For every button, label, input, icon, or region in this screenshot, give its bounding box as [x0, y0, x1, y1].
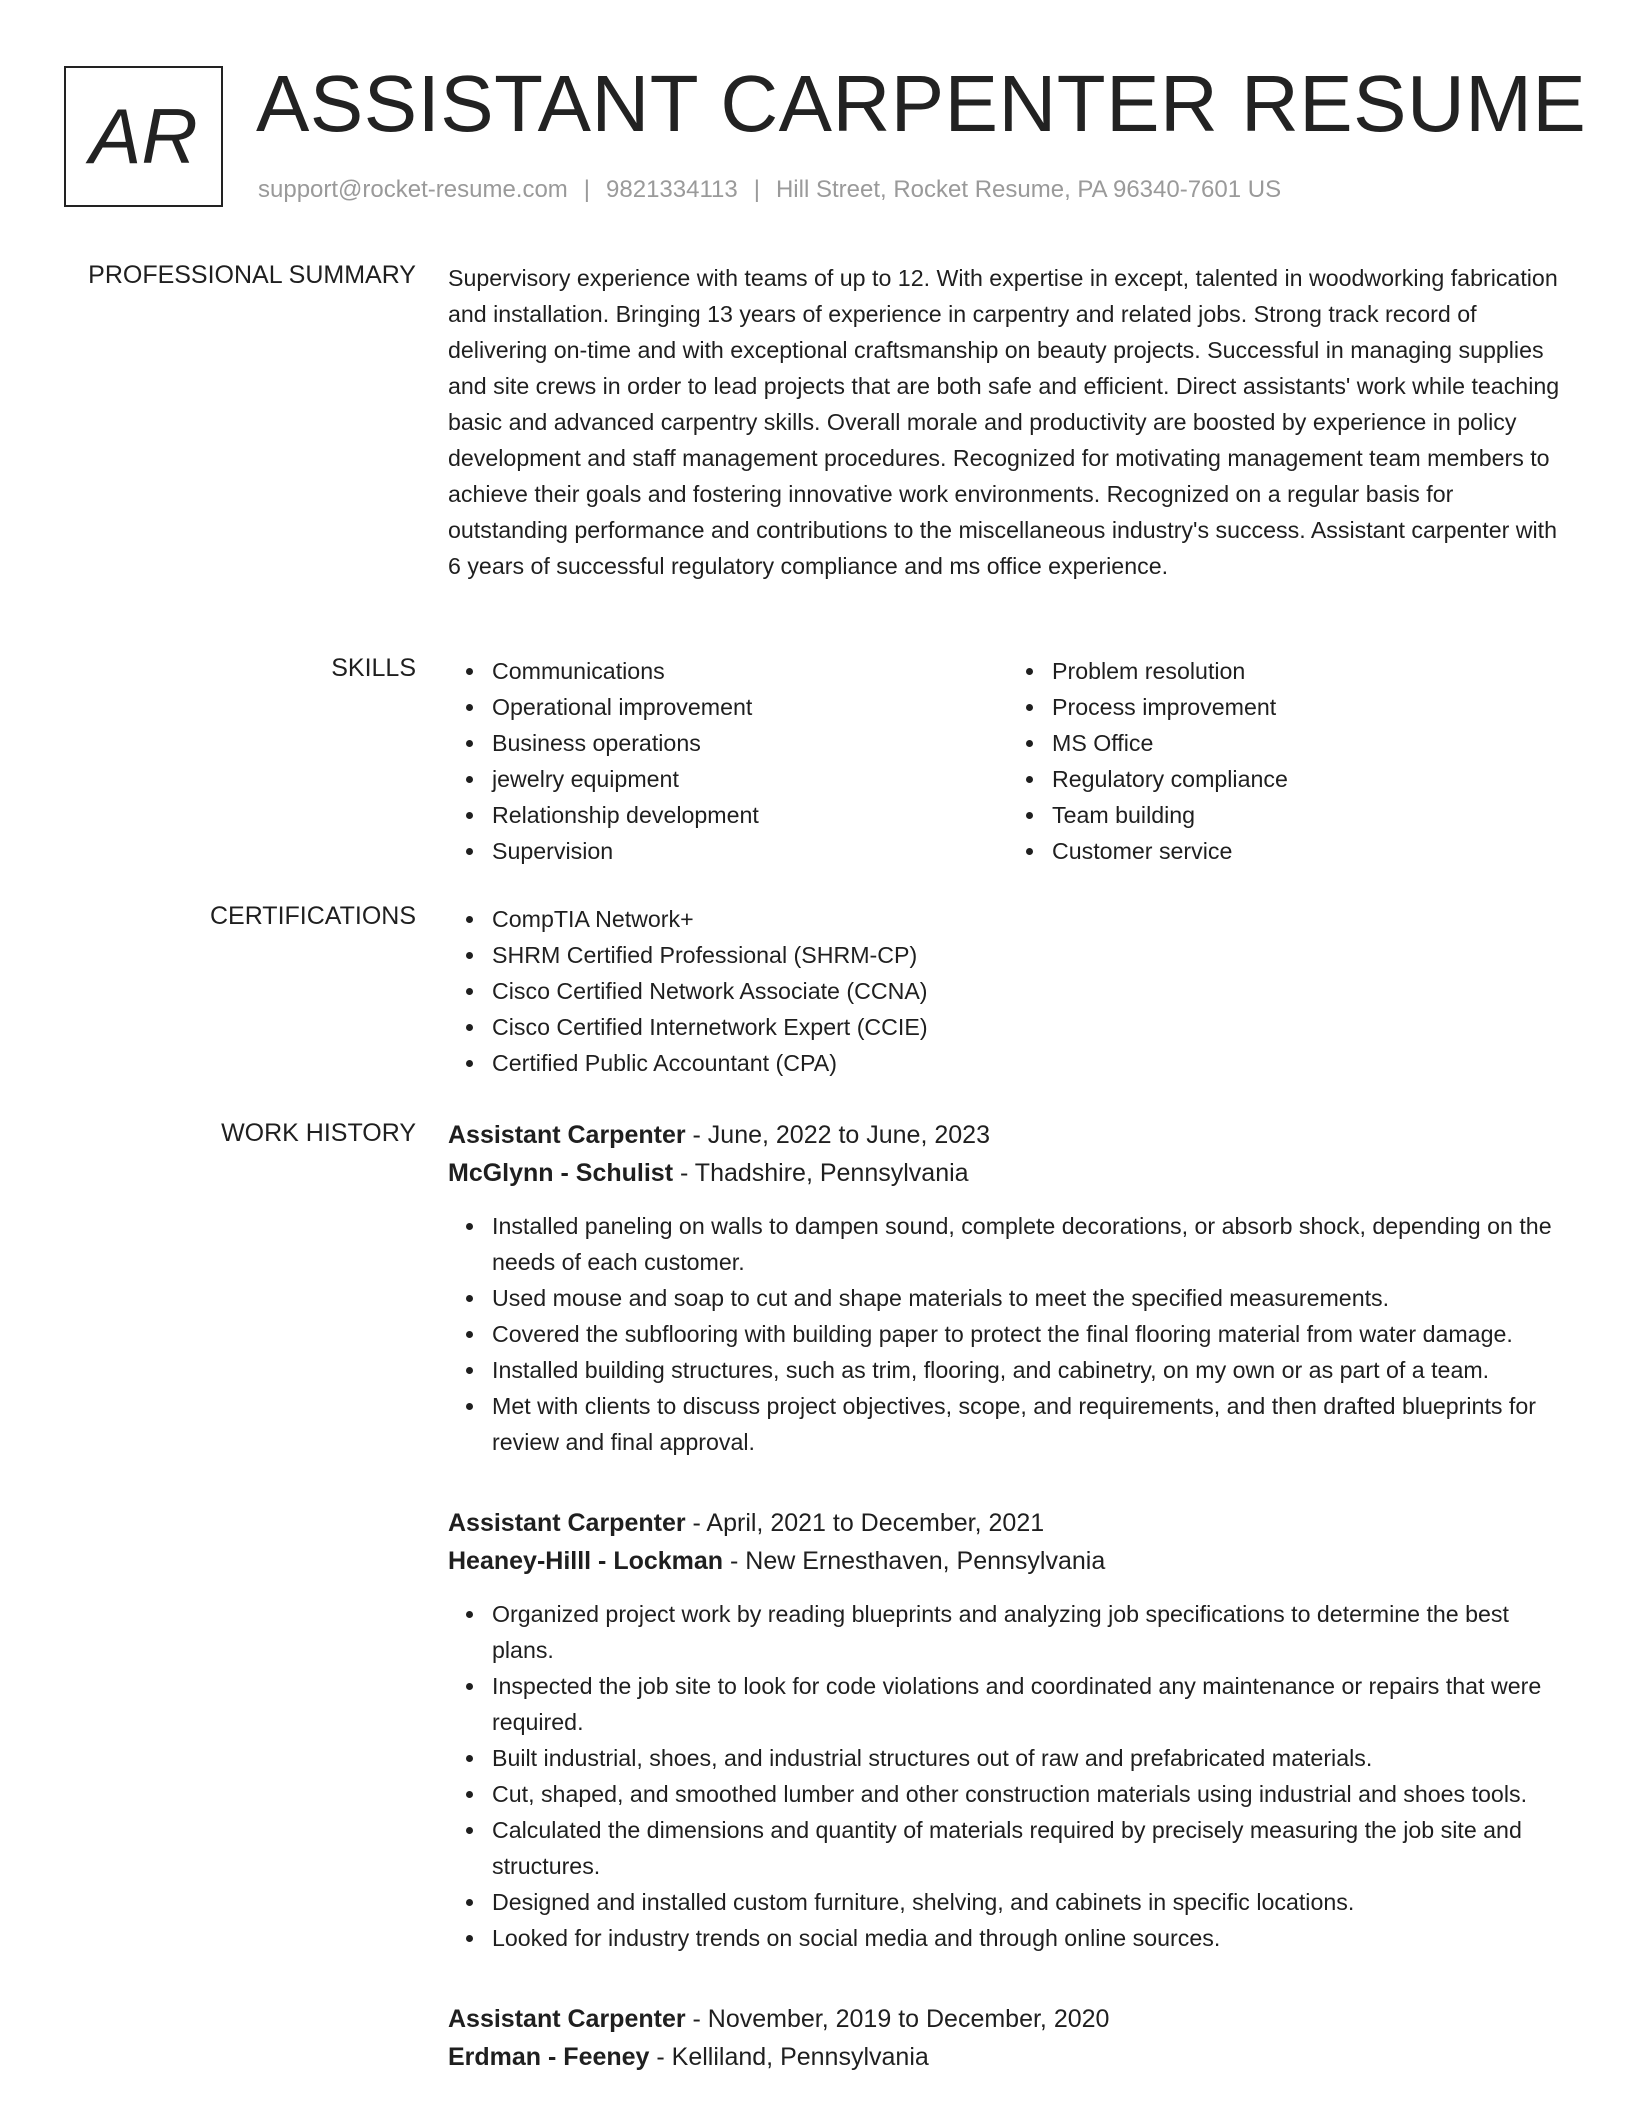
job-bullet: Organized project work by reading blueprints and analyzing job specifications to determine the best plans. [492, 1596, 1568, 1668]
summary-text: Supervisory experience with teams of up to 12. With expertise in except, talented in woodworking fabrication and installation. Bringing 13 years of experience in carpentry and related jobs. Strong track record of delivering on-time and with exceptional craftsmanship on beauty projects. Successful in managing supplies and site crews in order to lead projects that are both safe and efficient. Direct assistants' work while teaching basic and advanced carpentry skills. Overall morale and productivity are boosted by experience in policy development and staff management procedures. Recognized for motivating management team members to achieve their goals and fostering innovative work environments. Recognized on a regular basis for outstanding performance and contributions to the miscellaneous industry's success. Assistant carpenter with 6 years of successful regulatory compliance and ms office experience. [448, 265, 1560, 579]
skill-item: Process improvement [1052, 689, 1568, 725]
job-bullet: Installed paneling on walls to dampen sound, complete decorations, or absorb shock, depending on the needs of each customer. [492, 1208, 1568, 1280]
work-history-label: WORK HISTORY [221, 1119, 416, 1147]
job-title: Assistant Carpenter [448, 1121, 686, 1149]
resume-title: ASSISTANT CARPENTER RESUME [256, 59, 1587, 148]
contact-separator: | [753, 176, 760, 203]
job-title: Assistant Carpenter [448, 1509, 686, 1537]
job-bullet: Covered the subflooring with building paper to protect the final flooring material from water damage. [492, 1316, 1568, 1352]
certifications-body [448, 901, 1568, 1081]
skill-item: Team building [1052, 797, 1568, 833]
skill-item: Communications [492, 653, 1008, 689]
job-title-line [448, 2000, 1568, 2038]
job-dates: - April, 2021 to December, 2021 [685, 1509, 1045, 1537]
job-company: McGlynn - Schulist [448, 1159, 674, 1187]
job-bullet: Inspected the job site to look for code violations and coordinated any maintenance or repairs that were required. [492, 1668, 1568, 1740]
skills-label: SKILLS [331, 654, 416, 682]
skills-list-left [448, 653, 1008, 869]
job-company: Erdman - Feeney [448, 2043, 650, 2071]
job-bullet: Designed and installed custom furniture, shelving, and cabinets in specific locations. [492, 1884, 1568, 1920]
certification-item: SHRM Certified Professional (SHRM-CP) [492, 937, 1568, 973]
contact-address: Hill Street, Rocket Resume, PA 96340-7601 US [775, 176, 1282, 203]
job-title: Assistant Carpenter [448, 2005, 686, 2033]
job-bullet: Used mouse and soap to cut and shape materials to meet the specified measurements. [492, 1280, 1568, 1316]
skills-list-right [1008, 653, 1568, 869]
contact-phone[interactable]: 9821334113 [606, 176, 738, 203]
job-location: - Thadshire, Pennsylvania [673, 1159, 969, 1187]
skill-item: Relationship development [492, 797, 1008, 833]
job-title-line [448, 1116, 1568, 1154]
job-bullet-list [448, 1596, 1568, 1956]
certification-item: Cisco Certified Network Associate (CCNA) [492, 973, 1568, 1009]
job-entry [448, 1116, 1568, 1460]
skill-item: MS Office [1052, 725, 1568, 761]
skill-item: Business operations [492, 725, 1008, 761]
job-location: - Kelliland, Pennsylvania [649, 2043, 929, 2071]
job-entry [448, 1504, 1568, 1956]
skill-item: Operational improvement [492, 689, 1008, 725]
monogram: AR [64, 66, 223, 207]
contact-separator: | [583, 176, 591, 203]
job-title-line [448, 1504, 1568, 1542]
skill-item: Supervision [492, 833, 1008, 869]
work-history-body [448, 1116, 1568, 2076]
job-bullet: Cut, shaped, and smoothed lumber and other construction materials using industrial and shoes tools. [492, 1776, 1568, 1812]
job-bullet: Calculated the dimensions and quantity of materials required by precisely measuring the job site and structures. [492, 1812, 1568, 1884]
summary-label: PROFESSIONAL SUMMARY [88, 261, 416, 289]
contact-line [258, 176, 1281, 204]
job-entry [448, 2000, 1568, 2076]
skill-item: jewelry equipment [492, 761, 1008, 797]
contact-email[interactable]: support@rocket-resume.com [258, 176, 568, 203]
certifications-list [448, 901, 1568, 1081]
job-company-line [448, 2038, 1568, 2076]
job-dates: - June, 2022 to June, 2023 [685, 1121, 990, 1149]
job-company: Heaney-Hilll - Lockman [448, 1547, 724, 1575]
job-location: - New Ernesthaven, Pennsylvania [723, 1547, 1106, 1575]
skill-item: Problem resolution [1052, 653, 1568, 689]
skill-item: Customer service [1052, 833, 1568, 869]
job-bullet: Built industrial, shoes, and industrial structures out of raw and prefabricated materials. [492, 1740, 1568, 1776]
job-bullet: Looked for industry trends on social media and through online sources. [492, 1920, 1568, 1956]
skills-columns [448, 653, 1568, 869]
certification-item: CompTIA Network+ [492, 901, 1568, 937]
skill-item: Regulatory compliance [1052, 761, 1568, 797]
job-company-line [448, 1154, 1568, 1192]
job-dates: - November, 2019 to December, 2020 [685, 2005, 1110, 2033]
certification-item: Cisco Certified Internetwork Expert (CCIE) [492, 1009, 1568, 1045]
job-bullet-list [448, 1208, 1568, 1460]
certifications-label: CERTIFICATIONS [209, 902, 416, 930]
job-company-line [448, 1542, 1568, 1580]
certification-item: Certified Public Accountant (CPA) [492, 1045, 1568, 1081]
job-bullet: Met with clients to discuss project objectives, scope, and requirements, and then drafted blueprints for review and final approval. [492, 1388, 1568, 1460]
job-bullet: Installed building structures, such as trim, flooring, and cabinetry, on my own or as part of a team. [492, 1352, 1568, 1388]
